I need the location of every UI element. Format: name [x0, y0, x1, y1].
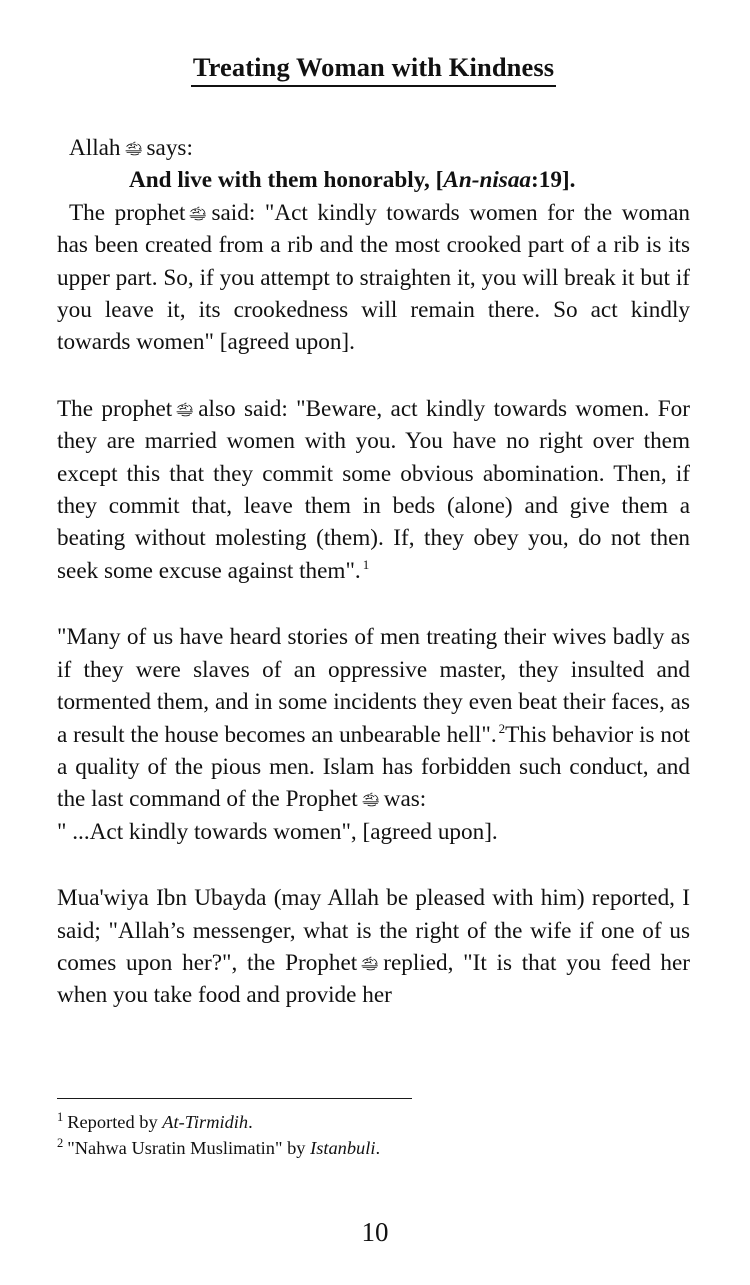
verse-ref-surah: An-nisaa [443, 167, 532, 194]
paragraph-oppressive-master [57, 621, 690, 815]
verse-text: And live with them honorably, [129, 167, 430, 194]
para2-body: also said: "Beware, act kindly towards women. For they are married women with you. You have no right over them except this that they commit some obvious abomination. Then, if they commit that, leave them in beds (alone) and give them a beating without molesting (them). If, they obey you, do not then seek some excuse against them". [57, 395, 690, 584]
intro-line-text: Allah [69, 135, 121, 161]
footnote-item [57, 1109, 690, 1135]
para2-lead: The prophet [57, 395, 173, 422]
page-content [57, 52, 690, 1012]
sallallahu-alayhi-wasallam-icon [360, 955, 380, 973]
footnote-marker-2: 2 [498, 720, 506, 736]
page-title [57, 52, 690, 90]
para3-quote-body: "Many of us have heard stories of men treating their wives badly as if they were slaves of an oppressive master, they insulted and tormented them, and in some incidents they even beat their faces, as a result the house becomes an unbearable hell". [57, 624, 690, 748]
paragraph-spacer [57, 587, 690, 621]
paragraph-hadith-rib [57, 197, 690, 359]
footnote-source-name: Istanbuli [310, 1138, 376, 1158]
paragraph-spacer [57, 848, 690, 882]
para3-commentary: This behavior is not a quality of the pious men. Islam has forbidden such conduct, and the last command of the Prophet [57, 721, 690, 813]
page-title-text: Treating Woman with Kindness [191, 52, 556, 87]
footnote-text-after: . [375, 1138, 381, 1158]
para4-lead: Mua'wiya Ibn Ubayda (may Allah be pleased with him) reported, I said; "Allah’s messenger, what is the right of the wife if one of us comes upon her?", the Prophet [57, 885, 690, 976]
quran-verse-line [57, 164, 690, 196]
para1-body: said: "Act kindly towards women for the woman has been created from a rib and the most crooked part of a rib is its upper part. So, if you attempt to straighten it, you will break it but if you leave it, its crookedness will remain there. So act kindly towards women" [agreed upon]. [57, 199, 690, 356]
sallallahu-alayhi-wasallam-icon [175, 401, 195, 419]
sallallahu-alayhi-wasallam-icon [361, 791, 381, 809]
footnote-text-before: Reported by [67, 1112, 163, 1132]
footnote-separator-rule [57, 1098, 412, 1099]
paragraph-spacer [57, 359, 690, 393]
sallallahu-alayhi-wasallam-icon [188, 205, 208, 223]
footnote-text-before: "Nahwa Usratin Muslimatin" by [67, 1138, 311, 1158]
paragraph-muawiya-narration [57, 882, 690, 1012]
footnote-item [57, 1135, 690, 1161]
para3-tail: was: [383, 786, 427, 813]
paragraph-final-command-quote: " ...Act kindly towards women", [agreed upon]. [57, 818, 498, 845]
para1-lead: The prophet [69, 199, 186, 226]
footnote-text-after: . [248, 1112, 253, 1132]
para4-body: replied, "It is that you feed her when you take food and provide her [57, 949, 691, 1009]
verse-ref-close: :19]. [531, 167, 576, 194]
verse-reference [430, 167, 576, 193]
paragraph-hadith-beware [57, 393, 690, 587]
verse-ref-open: [ [429, 167, 444, 194]
footnote-source-name: At-Tirmidih [162, 1112, 249, 1132]
sallallahu-alayhi-wasallam-icon [124, 140, 144, 158]
footnote-number: 1 [57, 1109, 64, 1124]
footnote-marker-1: 1 [362, 557, 370, 573]
intro-line-tail: says: [146, 135, 193, 161]
intro-line [57, 132, 690, 164]
footnote-number: 2 [57, 1135, 64, 1150]
footnote-section [57, 1098, 690, 1161]
page-number: 10 [361, 1217, 389, 1247]
